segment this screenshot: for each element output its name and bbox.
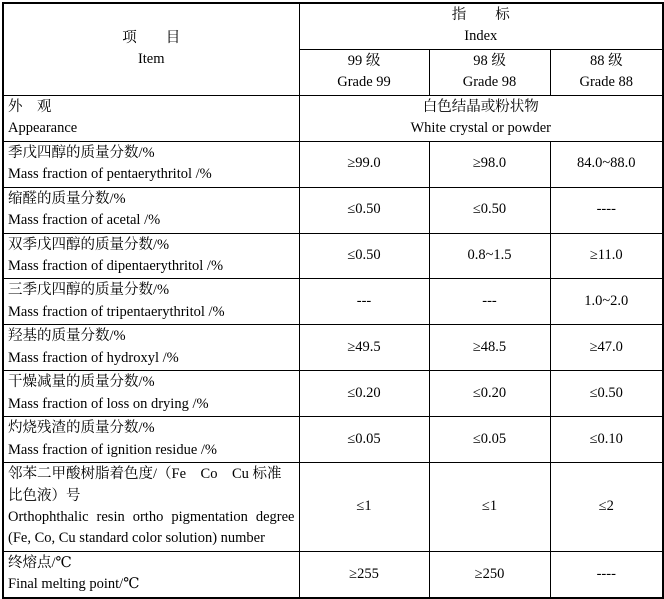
- item-en: Mass fraction of hydroxyl /%: [8, 349, 179, 366]
- row-pentaerythritol: [3, 141, 663, 187]
- row-tripentaerythritol: [3, 279, 663, 325]
- item-en: Mass fraction of ignition residue /%: [8, 441, 217, 458]
- item-en: Final melting point/℃: [8, 576, 140, 593]
- grade-99-en: Grade 99: [337, 74, 391, 91]
- value-grade-88: ≥11.0: [550, 233, 663, 279]
- grade-99-zh: 99 级: [347, 52, 381, 69]
- value-grade-99: ≤0.20: [299, 371, 429, 417]
- item-cell: [3, 371, 299, 417]
- grade-88-en: Grade 88: [579, 74, 634, 91]
- value-grade-88: ≤0.50: [550, 371, 663, 417]
- value-grade-88: ----: [550, 187, 663, 233]
- item-en: Mass fraction of dipentaerythritol /%: [8, 257, 224, 274]
- item-cell: [3, 325, 299, 371]
- item-cell: [3, 463, 299, 552]
- value-grade-98: ≤0.50: [429, 187, 550, 233]
- appearance-value-zh: 白色结晶或粉状物: [422, 98, 539, 115]
- item-cell: [3, 551, 299, 597]
- value-grade-99: ---: [299, 279, 429, 325]
- row-pigmentation-degree: [3, 463, 663, 552]
- value-grade-88: ≥47.0: [550, 325, 663, 371]
- item-zh: 邻苯二甲酸树脂着色度/（Fe Co Cu 标准比色液）号: [8, 466, 282, 504]
- item-zh: 季戊四醇的质量分数/%: [8, 144, 155, 161]
- row-appearance: [3, 95, 663, 141]
- appearance-value-cell: [299, 95, 663, 141]
- row-final-melting-point: [3, 551, 663, 597]
- header-item-cell: [3, 3, 299, 95]
- item-zh: 三季戊四醇的质量分数/%: [8, 282, 170, 299]
- value-grade-88: 1.0~2.0: [550, 279, 663, 325]
- row-acetal: [3, 187, 663, 233]
- item-zh: 羟基的质量分数/%: [8, 328, 126, 345]
- header-item-zh: 项 目: [122, 29, 181, 46]
- item-zh: 终熔点/℃: [8, 554, 72, 571]
- item-en: Mass fraction of pentaerythritol /%: [8, 166, 212, 183]
- value-grade-98: ≥250: [429, 551, 550, 597]
- value-grade-99: ≥49.5: [299, 325, 429, 371]
- value-grade-98: ≥98.0: [429, 141, 550, 187]
- item-cell: [3, 417, 299, 463]
- item-zh: 双季戊四醇的质量分数/%: [8, 236, 170, 253]
- header-index-en: Index: [464, 28, 498, 45]
- header-grade-98-cell: [429, 49, 550, 95]
- grade-88-zh: 88 级: [589, 52, 623, 69]
- item-cell: [3, 95, 299, 141]
- item-en: Orthophthalic resin ortho pigmentation degree (Fe, Co, Cu standard color solution) number: [8, 508, 295, 547]
- row-loss-on-drying: [3, 371, 663, 417]
- appearance-value-en: White crystal or powder: [410, 120, 552, 137]
- item-cell: [3, 233, 299, 279]
- grade-98-en: Grade 98: [462, 74, 517, 91]
- value-grade-98: ---: [429, 279, 550, 325]
- value-grade-98: ≤0.20: [429, 371, 550, 417]
- item-zh: 干燥减量的质量分数/%: [8, 374, 155, 391]
- item-en: Mass fraction of loss on drying /%: [8, 395, 209, 412]
- value-grade-99: ≥99.0: [299, 141, 429, 187]
- value-grade-99: ≤0.05: [299, 417, 429, 463]
- value-grade-88: 84.0~88.0: [550, 141, 663, 187]
- value-grade-99: ≤0.50: [299, 233, 429, 279]
- item-cell: [3, 187, 299, 233]
- item-en: Mass fraction of acetal /%: [8, 212, 161, 229]
- value-grade-98: ≥48.5: [429, 325, 550, 371]
- grade-98-zh: 98 级: [473, 52, 506, 69]
- row-hydroxyl: [3, 325, 663, 371]
- value-grade-98: ≤0.05: [429, 417, 550, 463]
- header-row-index: [3, 3, 663, 49]
- value-grade-99: ≤0.50: [299, 187, 429, 233]
- value-grade-99: ≤1: [299, 463, 429, 552]
- pentaerythritol-spec-table: [2, 2, 664, 599]
- header-index-cell: [299, 3, 663, 49]
- value-grade-88: ≤2: [550, 463, 663, 552]
- header-grade-99-cell: [299, 49, 429, 95]
- row-ignition-residue: [3, 417, 663, 463]
- value-grade-98: 0.8~1.5: [429, 233, 550, 279]
- header-index-zh: 指 标: [451, 7, 510, 23]
- value-grade-88: ----: [550, 551, 663, 597]
- item-zh: 外 观: [8, 98, 52, 115]
- value-grade-98: ≤1: [429, 463, 550, 552]
- header-item-en: Item: [137, 51, 165, 68]
- value-grade-99: ≥255: [299, 551, 429, 597]
- item-cell: [3, 141, 299, 187]
- item-en: Appearance: [8, 120, 78, 137]
- value-grade-88: ≤0.10: [550, 417, 663, 463]
- item-zh: 灼烧残渣的质量分数/%: [8, 420, 155, 437]
- item-zh: 缩醛的质量分数/%: [8, 190, 126, 207]
- row-dipentaerythritol: [3, 233, 663, 279]
- header-grade-88-cell: [550, 49, 663, 95]
- item-en: Mass fraction of tripentaerythritol /%: [8, 303, 225, 320]
- item-cell: [3, 279, 299, 325]
